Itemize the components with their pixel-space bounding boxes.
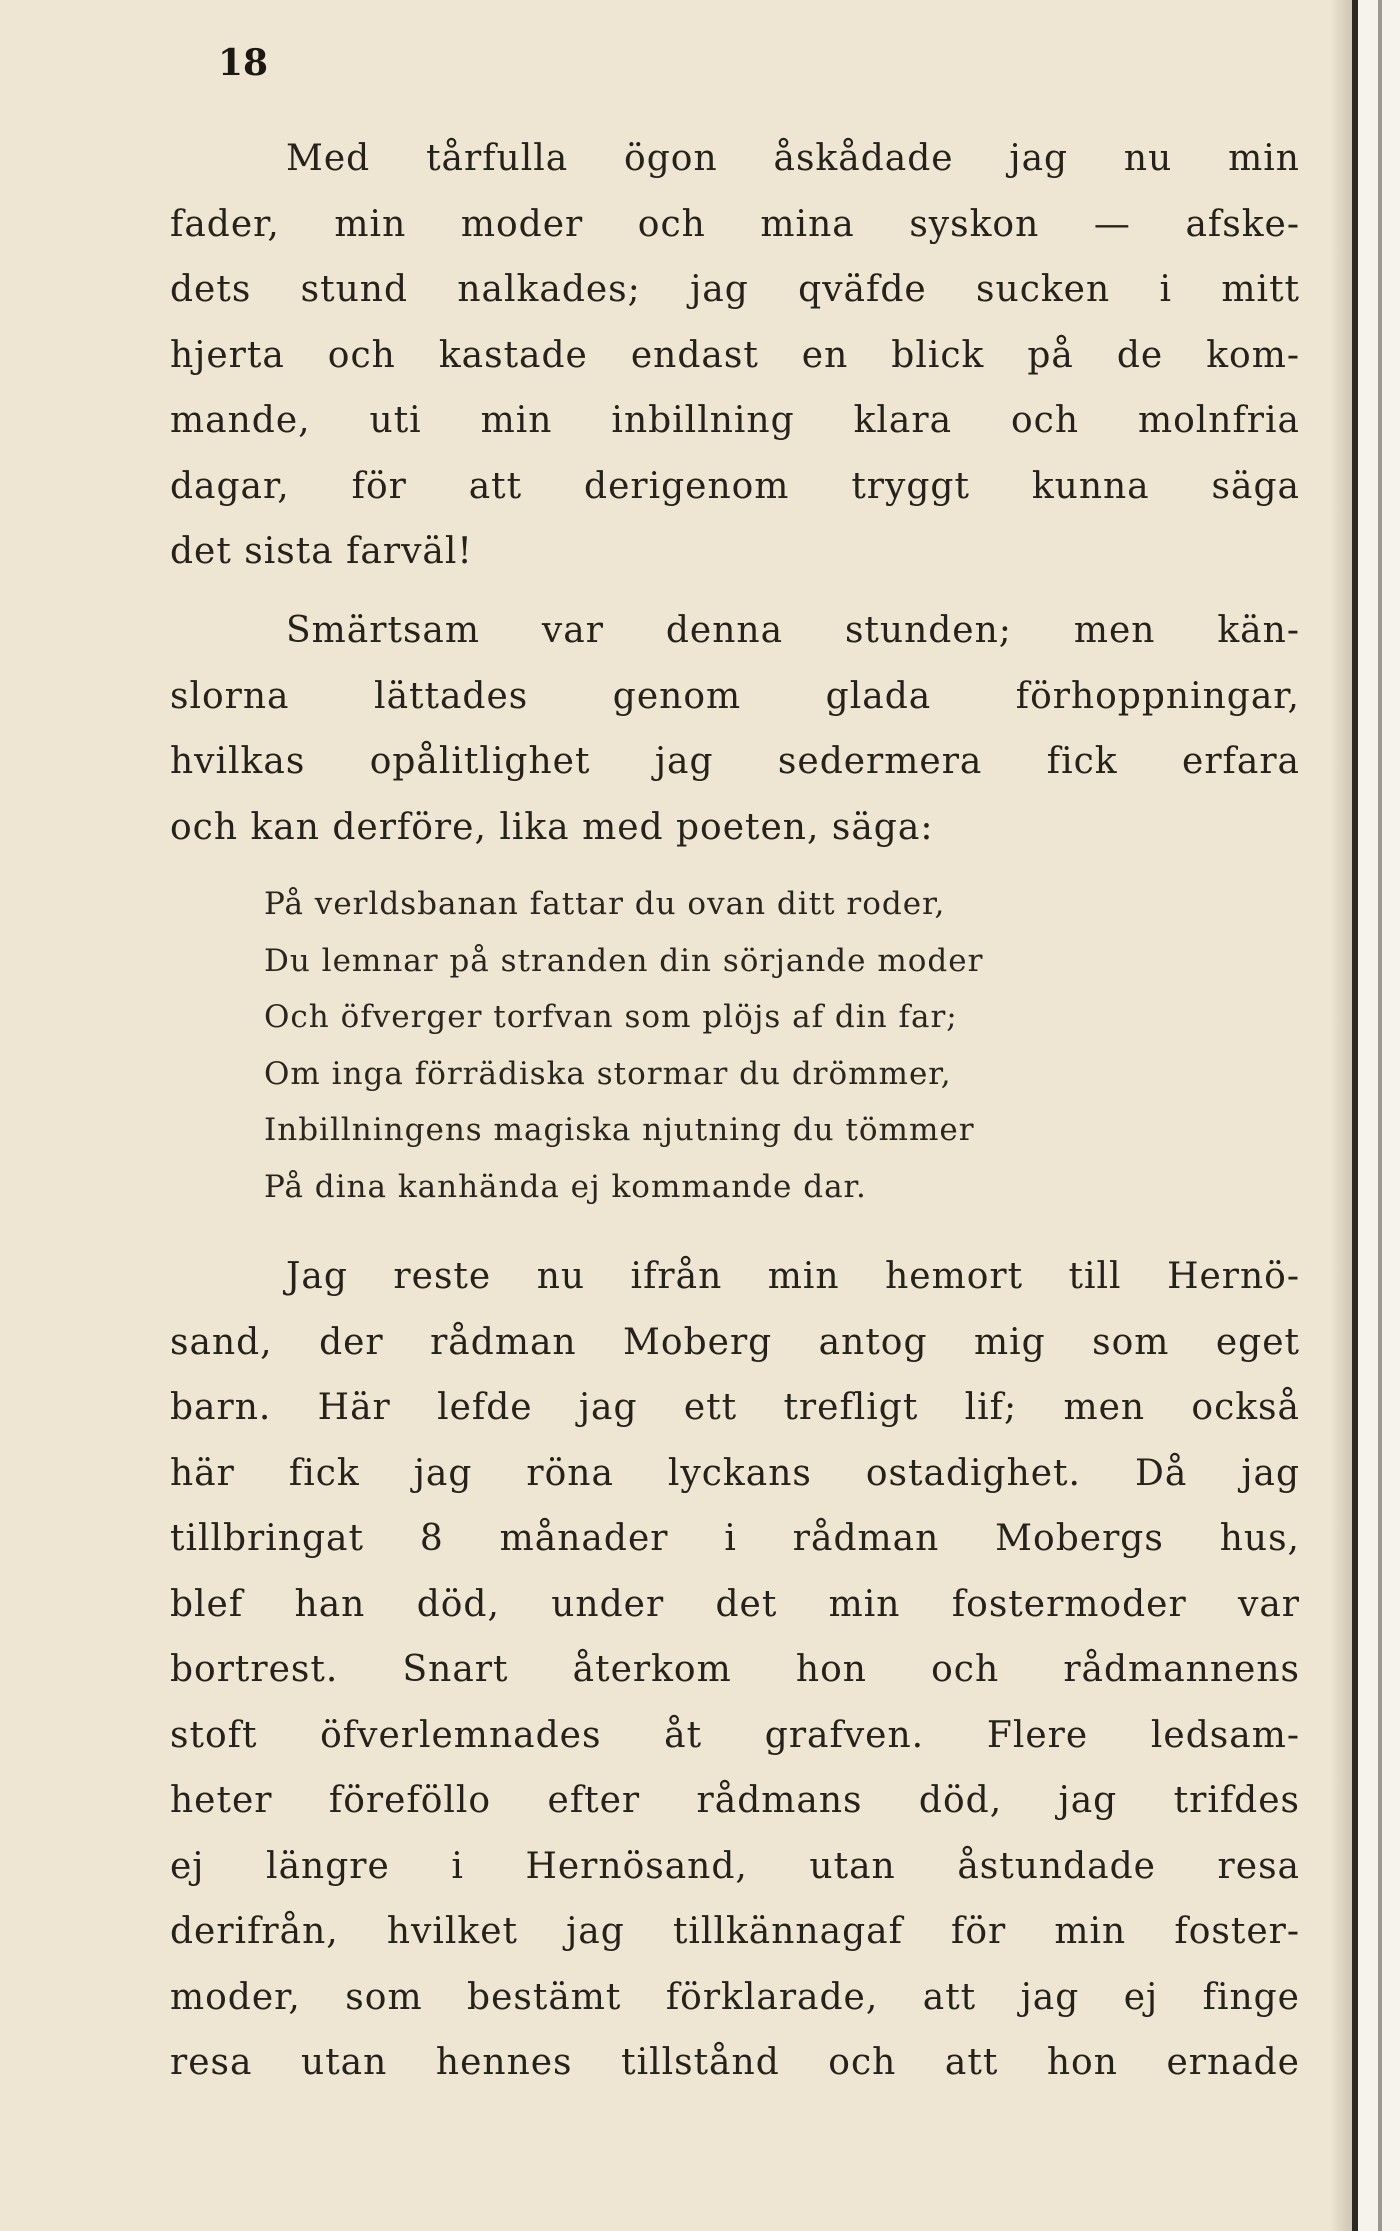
scan-margin-line: [1378, 0, 1382, 2231]
text-line: heter föreföllo efter rådmans död, jag trifdes: [170, 1780, 1300, 1821]
text-line: fader, min moder och mina syskon — afske-: [170, 203, 1300, 245]
text-line: tillbringat 8 månader i rådman Mobergs hus,: [170, 1518, 1300, 1559]
text-line: moder, som bestämt förklarade, att jag ej finge: [170, 1976, 1300, 2018]
text-line: bortrest. Snart återkom hon och rådmannens: [170, 1649, 1300, 1690]
text-line: dagar, för att derigenom tryggt kunna säga: [170, 465, 1300, 507]
text-line: resa utan hennes tillstånd och att hon ernade: [170, 2042, 1300, 2083]
poem-line: Du lemnar på stranden din sörjande moder: [264, 942, 984, 979]
text-line: här fick jag röna lyckans ostadighet. Då jag: [170, 1452, 1300, 1494]
text-line: slorna lättades genom glada förhoppningar,: [170, 675, 1300, 717]
poem-line: På dina kanhända ej kommande dar.: [264, 1168, 867, 1205]
text-line: mande, uti min inbillning klara och molnfria: [170, 400, 1300, 441]
poem-line: Inbillningens magiska njutning du tömmer: [264, 1112, 975, 1148]
poem-line: Om inga förrädiska stormar du drömmer,: [264, 1055, 952, 1092]
text-line: sand, der rådman Moberg antog mig som eget: [170, 1321, 1300, 1363]
paragraph-1: [170, 126, 1300, 585]
text-line: dets stund nalkades; jag qväfde sucken i mitt: [170, 269, 1300, 310]
text-line: Jag reste nu ifrån min hemort till Hernö-: [286, 1256, 1300, 1297]
page-number: 18: [218, 42, 269, 84]
text-line: det sista farväl!: [170, 531, 473, 572]
poem-line: Och öfverger torfvan som plöjs af din far;: [264, 999, 958, 1035]
page-gutter-shadow: [1330, 0, 1352, 2231]
text-line: hvilkas opålitlighet jag sedermera fick erfara: [170, 741, 1300, 782]
text-line: blef han död, under det min fostermoder var: [170, 1583, 1300, 1625]
text-line: hjerta och kastade endast en blick på de kom-: [170, 334, 1300, 376]
text-line: stoft öfverlemnades åt grafven. Flere ledsam-: [170, 1714, 1300, 1756]
text-line: derifrån, hvilket jag tillkännagaf för min foster-: [170, 1911, 1300, 1952]
poem-stanza: [264, 876, 1184, 1215]
poem-line: På verldsbanan fattar du ovan ditt roder,: [264, 886, 946, 922]
text-line: ej längre i Hernösand, utan åstundade resa: [170, 1845, 1300, 1887]
paragraph-2: [170, 598, 1300, 860]
text-line: Med tårfulla ögon åskådade jag nu min: [286, 138, 1300, 179]
text-line: barn. Här lefde jag ett trefligt lif; men också: [170, 1387, 1300, 1428]
paragraph-3: [170, 1244, 1300, 2096]
text-line: Smärtsam var denna stunden; men kän-: [286, 610, 1300, 651]
text-line: och kan derföre, lika med poeten, säga:: [170, 806, 934, 848]
